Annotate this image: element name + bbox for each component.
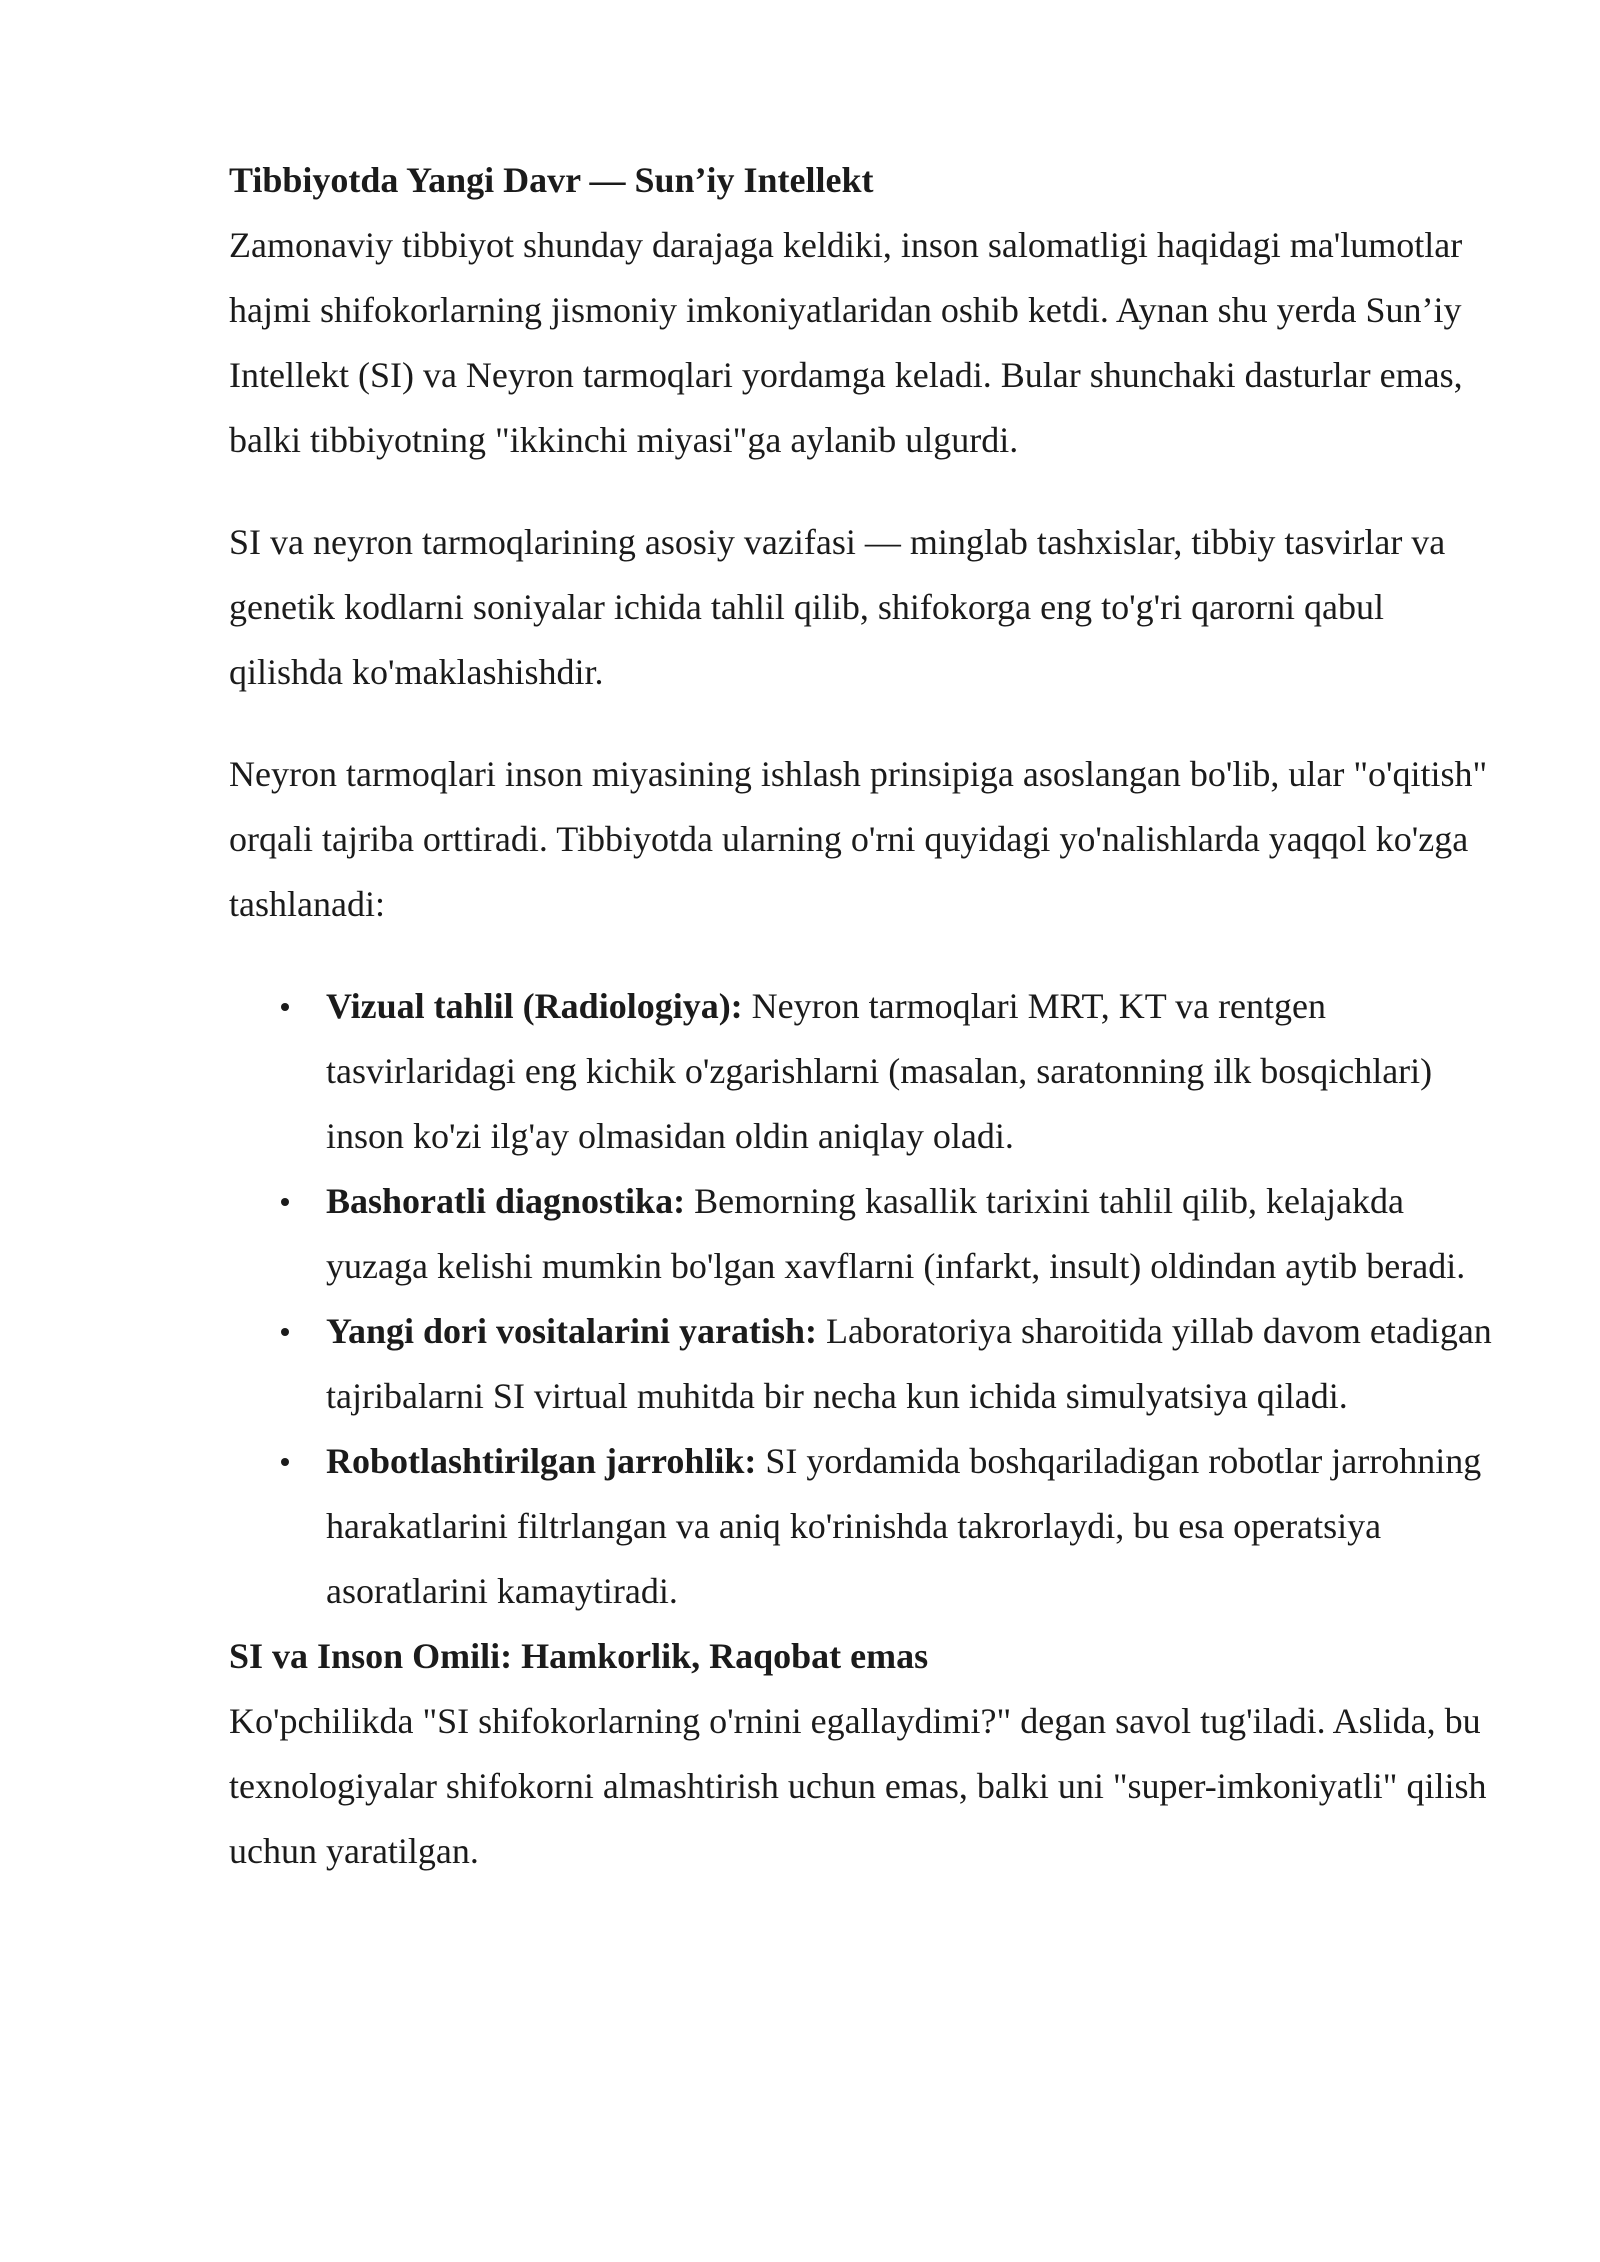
bullet-icon — [281, 1198, 289, 1206]
paragraph-neural-networks: Neyron tarmoqlari inson miyasining ishlash prinsipiga asoslangan bo'lib, ular "o'qitish" orqali tajriba orttiradi. Tibbiyotda ularning o'rni quyidagi yo'nalishlarda yaqqol ko'zga tashlanadi: — [229, 754, 1488, 924]
bullet-icon — [281, 1328, 289, 1336]
list-item — [229, 1169, 1499, 1299]
paragraph-main-task: SI va neyron tarmoqlarining asosiy vazifasi — minglab tashxislar, tibbiy tasvirlar va genetik kodlarni soniyalar ichida tahlil qilib, shifokorga eng to'g'ri qarorni qabul qilishda ko'maklashishdir. — [229, 522, 1446, 692]
bullet-text: SI yordamida boshqariladigan robotlar jarrohning harakatlarini filtrlangan va aniq ko'rinishda takrorlaydi, bu esa operatsiya asoratlarini kamaytiradi. — [326, 1441, 1482, 1611]
bullet-lead: Yangi dori vositalarini yaratish: — [326, 1311, 818, 1351]
bullet-text: Neyron tarmoqlari MRT, KT va rentgen tasvirlaridagi eng kichik o'zgarishlarni (masalan, saratonning ilk bosqichlari) inson ko'zi ilg'ay olmasidan oldin aniqlay oladi. — [326, 986, 1433, 1156]
bullet-lead: Bashoratli diagnostika: — [326, 1181, 686, 1221]
paragraph-closing: Ko'pchilikda "SI shifokorlarning o'rnini egallaydimi?" degan savol tug'iladi. Aslida, bu texnologiyalar shifokorni almashtirish uchun emas, balki uni "super-imkoniyatli" qilish uchun yaratilgan. — [229, 1701, 1487, 1871]
list-item — [229, 1299, 1499, 1429]
list-item — [229, 974, 1499, 1169]
bullet-text: Bemorning kasallik tarixini tahlil qilib, kelajakda yuzaga kelishi mumkin bo'lgan xavflarni (infarkt, insult) oldindan aytib beradi. — [326, 1181, 1466, 1286]
bullet-icon — [281, 1458, 289, 1466]
bullet-icon — [281, 1003, 289, 1011]
section-heading: SI va Inson Omili: Hamkorlik, Raqobat emas — [229, 1636, 929, 1676]
bullet-text: Laboratoriya sharoitida yillab davom etadigan tajribalarni SI virtual muhitda bir necha kun ichida simulyatsiya qiladi. — [326, 1311, 1492, 1416]
document-content — [229, 148, 1499, 1884]
bullet-lead: Robotlashtirilgan jarrohlik: — [326, 1441, 757, 1481]
paragraph-intro: Zamonaviy tibbiyot shunday darajaga keldiki, inson salomatligi haqidagi ma'lumotlar hajmi shifokorlarning jismoniy imkoniyatlaridan oshib ketdi. Aynan shu yerda Sun’iy Intellekt (SI) va Neyron tarmoqlari yordamga keladi. Bular shunchaki dasturlar emas, balki tibbiyotning "ikkinchi miyasi"ga aylanib ulgurdi. — [229, 225, 1463, 460]
bullet-lead: Vizual tahlil (Radiologiya): — [326, 986, 743, 1026]
list-item — [229, 1429, 1499, 1624]
bullet-list — [229, 974, 1499, 1624]
document-title: Tibbiyotda Yangi Davr — Sun’iy Intellekt — [229, 160, 874, 200]
